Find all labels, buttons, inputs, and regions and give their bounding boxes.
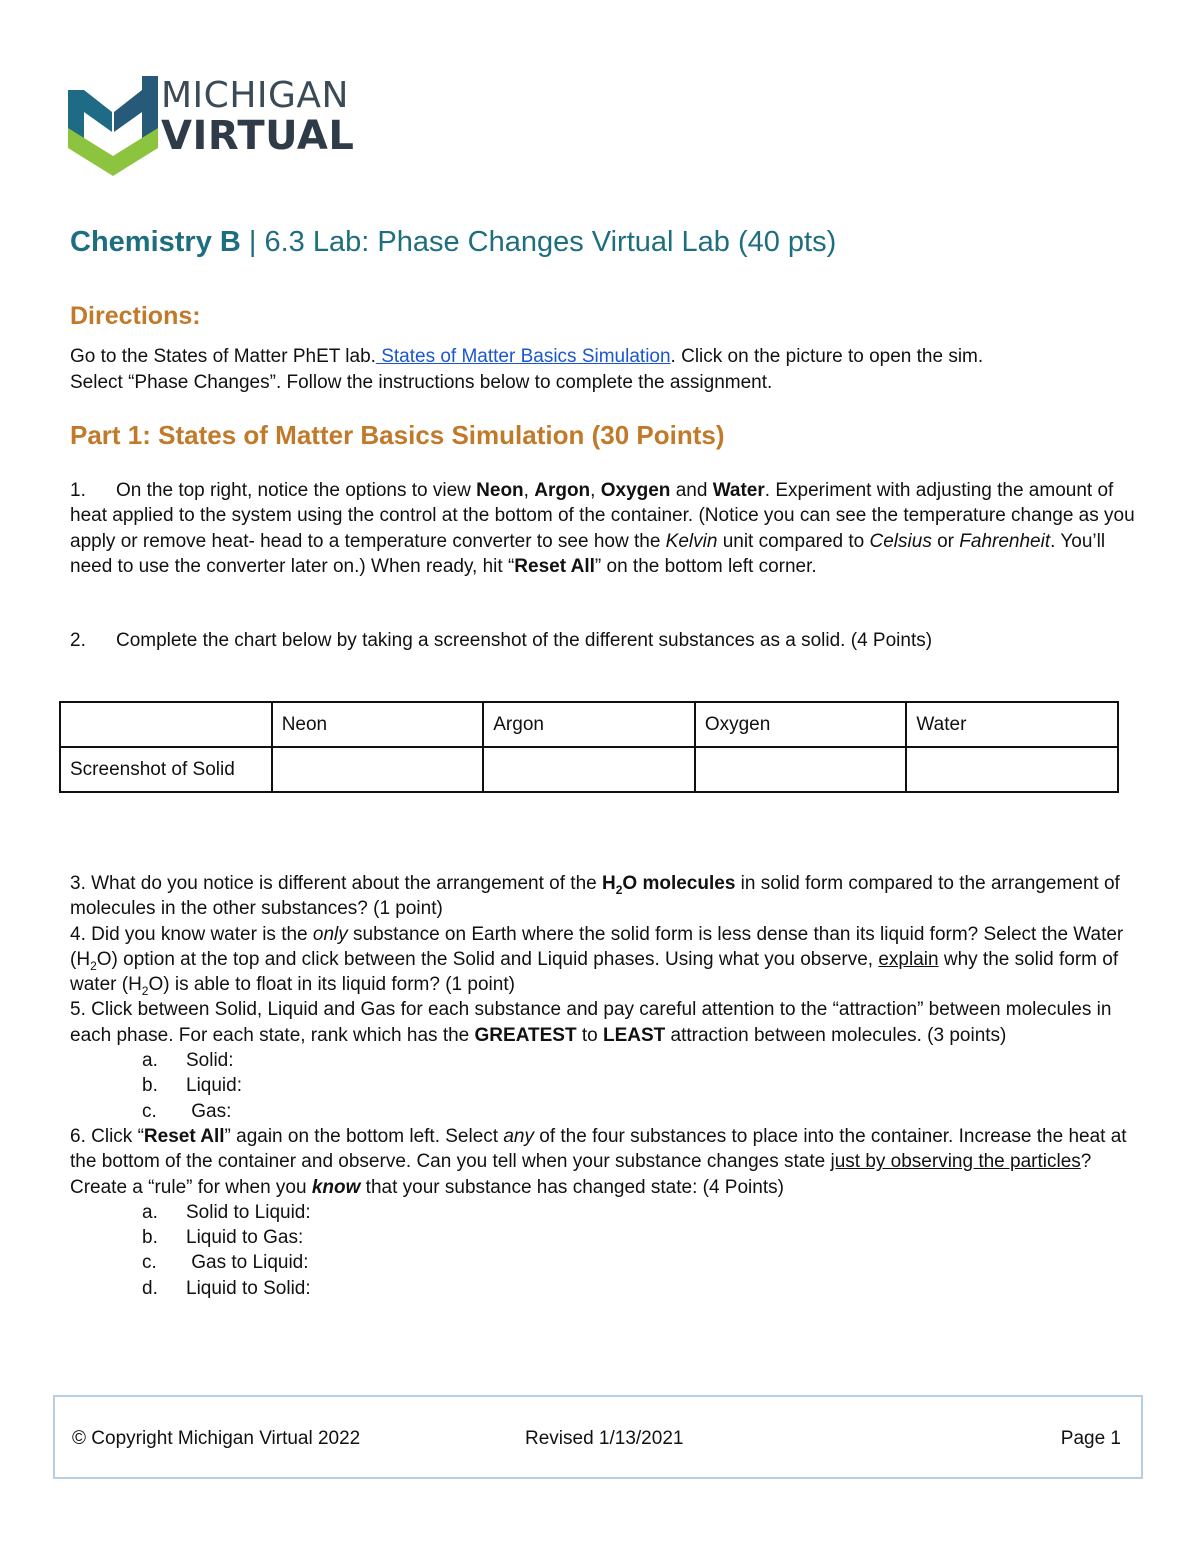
part1-heading: Part 1: States of Matter Basics Simulation (30 Points) <box>70 420 725 450</box>
instruction-1-number: 1. <box>70 480 86 501</box>
course-name: Chemistry B <box>70 226 241 258</box>
table-row <box>60 747 1118 792</box>
instruction-2-text: Complete the chart below by taking a screenshot of the different substances as a solid. (4 Points) <box>116 630 933 651</box>
footer-copyright: © Copyright Michigan Virtual 2022 <box>72 1428 361 1449</box>
list-item: d. Liquid to Solid: <box>142 1277 311 1299</box>
directions-line-1 <box>70 344 983 369</box>
list-item: a. Solid to Liquid: <box>142 1201 311 1223</box>
answer-cell-argon[interactable] <box>483 747 695 792</box>
directions-line-2: Select “Phase Changes”. Follow the instructions below to complete the assignment. <box>70 372 773 393</box>
list-item: c. Gas: <box>142 1100 232 1122</box>
logo-virtual-text: VIRTUAL <box>161 113 355 159</box>
table-header-cell: Neon <box>272 702 484 747</box>
footer-page-number: Page 1 <box>1060 1428 1121 1449</box>
lab-title: 6.3 Lab: Phase Changes Virtual Lab (40 pts) <box>264 226 837 258</box>
directions-text-after-link: . Click on the picture to open the sim. <box>670 346 984 367</box>
table-header-row <box>60 702 1118 747</box>
list-item: b. Liquid to Gas: <box>142 1227 304 1249</box>
question-4: 4. Did you know water is the only substance on Earth where the solid form is less dense than its liquid form? Select the Water $(H_2O)$ option at the top and click between the Solid and Liquid phases. Using what you observe, explain why the solid form of water $(H_2O)$ is able to float in its liquid form? (1 point) <box>70 923 1124 998</box>
questions-section <box>70 871 1140 1301</box>
table-header-cell: Argon <box>483 702 695 747</box>
list-item: b. Liquid: <box>142 1075 242 1097</box>
directions-heading: Directions: <box>70 302 201 330</box>
question-3: 3. What do you notice is different about the arrangement of the $H_2O$ molecules in solid form compared to the arrangement of molecules in the other substances? (1 point) <box>70 873 1120 920</box>
page-title <box>70 226 836 259</box>
footer-revised: Revised 1/13/2021 <box>525 1428 684 1449</box>
list-item: c. Gas to Liquid: <box>142 1252 309 1274</box>
answer-cell-neon[interactable] <box>272 747 484 792</box>
logo-michigan-text: MICHIGAN <box>161 75 349 116</box>
instruction-2-number: 2. <box>70 630 86 651</box>
question-6: 6. Click “Reset All” again on the bottom left. Select any of the four substances to place into the container. Increase the heat at the bottom of the container and observe. Can you tell when your substance changes state just by observing the particles? Create a “rule” for when you know that your substance has changed state: (4 Points) <box>70 1125 1127 1198</box>
question-5: 5. Click between Solid, Liquid and Gas for each substance and pay careful attention to the “attraction” between molecules in each phase. For each state, rank which has the GREATEST to LEAST attraction between molecules. (3 points) <box>70 999 1112 1046</box>
instruction-1: 1. On the top right, notice the options to view Neon, Argon, Oxygen and Water. Experiment with adjusting the amount of heat applied to the system using the control at the bottom of the container. (Notice you can see the temperature change as you apply or remove heat- head to a temperature converter to see how the Kelvin unit compared to Celsius or Fahrenheit. You’ll need to use the converter later on.) When ready, hit “Reset All” on the bottom left corner. <box>70 480 1135 577</box>
solid-screenshot-table <box>59 701 1119 793</box>
answer-cell-water[interactable] <box>906 747 1118 792</box>
michigan-virtual-logo <box>68 68 358 182</box>
table-header-cell: Oxygen <box>695 702 907 747</box>
list-item: a. Solid: <box>142 1050 234 1072</box>
simulation-link[interactable]: States of Matter Basics Simulation <box>375 346 671 367</box>
instruction-2 <box>70 628 1140 653</box>
page-footer <box>53 1395 1143 1479</box>
logo-m-chevron-icon <box>68 68 158 182</box>
answer-cell-oxygen[interactable] <box>695 747 907 792</box>
title-separator: | <box>240 226 265 258</box>
table-header-cell: Water <box>906 702 1118 747</box>
directions-text: Go to the States of Matter PhET lab. <box>70 346 376 367</box>
table-header-cell <box>60 702 272 747</box>
row-label: Screenshot of Solid <box>60 747 272 792</box>
